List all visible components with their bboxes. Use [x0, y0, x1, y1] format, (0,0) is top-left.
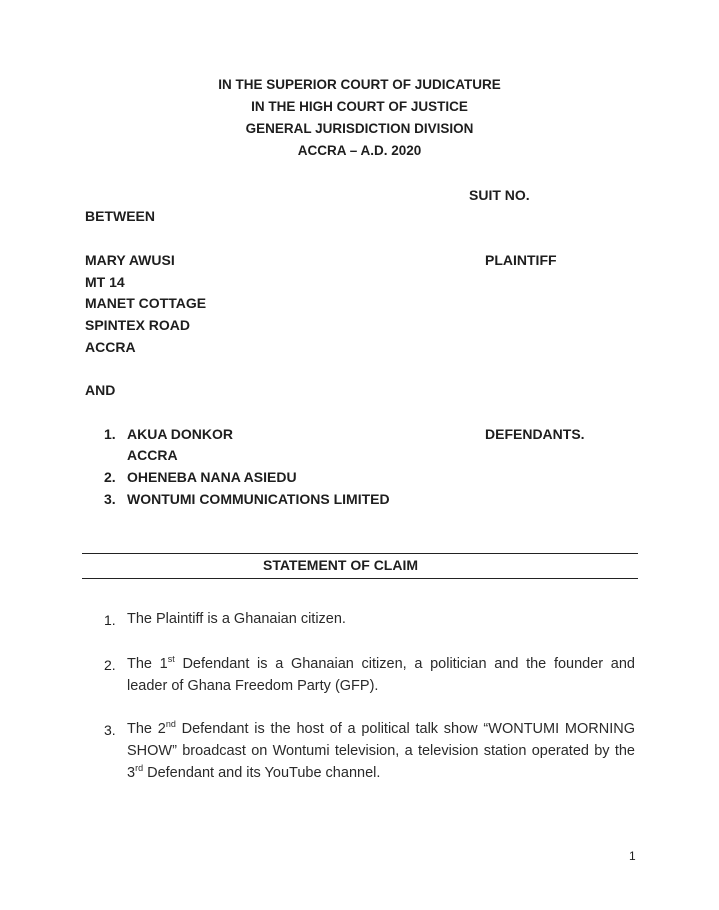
claim-number: 1. [104, 612, 116, 628]
plaintiff-address-line: MANET COTTAGE [85, 295, 207, 311]
claim-number: 3. [104, 722, 116, 738]
claim-paragraph: The Plaintiff is a Ghanaian citizen. [127, 611, 346, 627]
suit-number-label: SUIT NO. [469, 187, 530, 203]
plaintiff-role-label: PLAINTIFF [485, 252, 557, 268]
plaintiff-address-line: ACCRA [85, 339, 136, 355]
court-header-line-2: IN THE HIGH COURT OF JUSTICE [251, 99, 468, 114]
claim-paragraph: The 2nd Defendant is the host of a political talk show “WONTUMI MORNING SHOW” broadcast on Wontumi television, a television station operated by the 3rd Defendant and its YouTube channel. [127, 719, 635, 781]
between-label: BETWEEN [85, 208, 155, 224]
claim-number: 2. [104, 657, 116, 673]
and-label: AND [85, 382, 116, 398]
plaintiff-address-line: SPINTEX ROAD [85, 317, 191, 333]
page-number: 1 [629, 849, 636, 863]
section-rule-top [82, 553, 638, 554]
defendant-number: 3. [104, 491, 116, 507]
defendants-role-label: DEFENDANTS. [485, 426, 585, 442]
defendant-name: WONTUMI COMMUNICATIONS LIMITED [127, 491, 390, 507]
section-title: STATEMENT OF CLAIM [263, 557, 419, 573]
defendant-name: OHENEBA NANA ASIEDU [127, 469, 297, 485]
defendant-name: AKUA DONKOR [127, 426, 234, 442]
claim-paragraph: The 1st Defendant is a Ghanaian citizen, a politician and the founder and leader of Ghana Freedom Party (GFP). [127, 654, 635, 694]
defendant-number: 1. [104, 426, 116, 442]
section-rule-bottom [82, 578, 638, 579]
court-header-line-3: GENERAL JURISDICTION DIVISION [245, 121, 474, 136]
defendant-address: ACCRA [127, 447, 178, 463]
plaintiff-address-line: MT 14 [85, 274, 125, 290]
plaintiff-name: MARY AWUSI [85, 252, 175, 268]
court-header-line-1: IN THE SUPERIOR COURT OF JUDICATURE [218, 77, 501, 92]
defendant-number: 2. [104, 469, 116, 485]
court-header-line-4: ACCRA – A.D. 2020 [297, 143, 422, 158]
